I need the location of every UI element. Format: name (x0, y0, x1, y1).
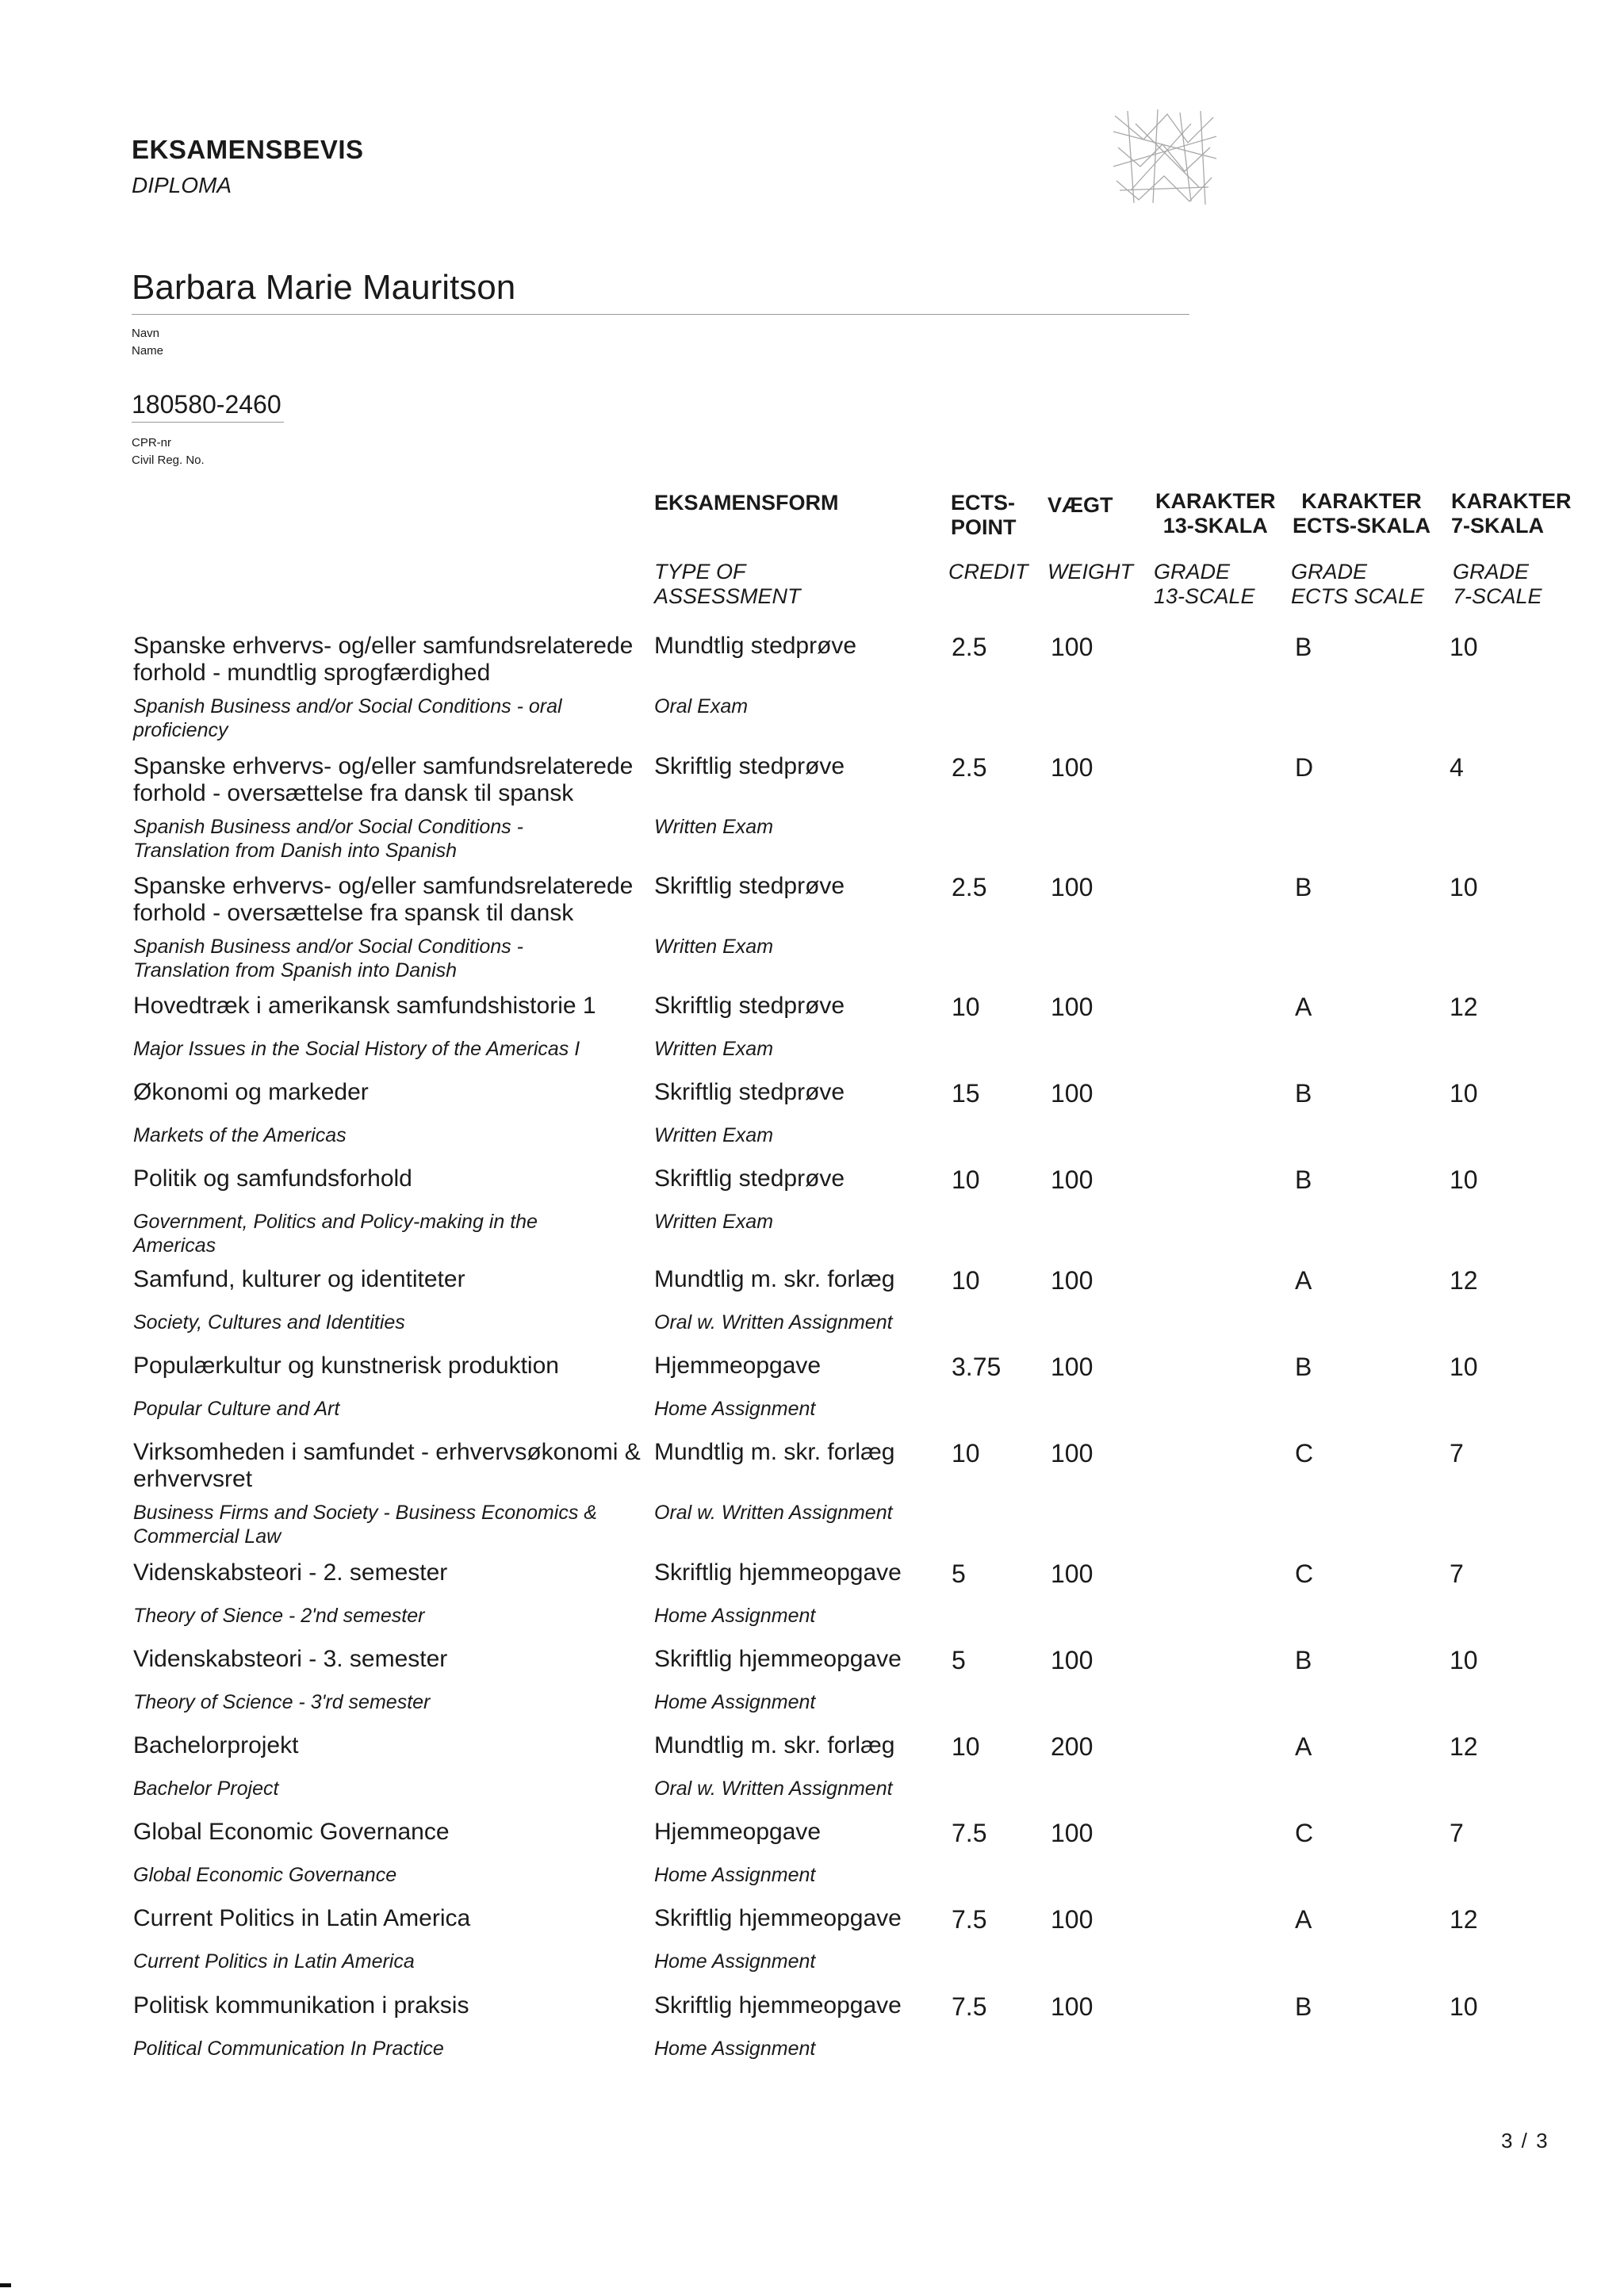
course-name-da: Politik og samfundsforhold (133, 1165, 412, 1192)
assessment-type-en: Written Exam (654, 816, 774, 838)
grade-ects-scale: A (1295, 1905, 1312, 1934)
header-grade-ects-da: KARAKTER ECTS-SKALA (1293, 489, 1431, 538)
assessment-type-da: Skriftlig stedprøve (654, 1165, 845, 1192)
weight: 100 (1051, 1353, 1094, 1381)
assessment-type-da: Hjemmeopgave (654, 1353, 822, 1379)
weight: 100 (1051, 993, 1094, 1021)
course-name-en: Government, Politics and Policy-making in the Americas (133, 1211, 538, 1257)
header-grade7-da: KARAKTER 7-SKALA (1451, 489, 1572, 538)
assessment-type-da: Skriftlig stedprøve (654, 1079, 845, 1105)
assessment-type-da: Skriftlig hjemmeopgave (654, 1559, 902, 1586)
weight: 100 (1051, 753, 1094, 782)
cpr-label-en: Civil Reg. No. (132, 453, 205, 467)
grade-ects-scale: C (1295, 1439, 1314, 1468)
grade-7-scale: 4 (1450, 753, 1464, 782)
grade-7-scale: 10 (1450, 1165, 1478, 1194)
ects-credit: 15 (952, 1079, 980, 1108)
weight: 100 (1051, 1646, 1094, 1674)
assessment-type-da: Skriftlig hjemmeopgave (654, 1646, 902, 1672)
grade-7-scale: 10 (1450, 1992, 1478, 2021)
assessment-type-en: Written Exam (654, 936, 774, 958)
grade-7-scale: 12 (1450, 1905, 1478, 1934)
document-subtitle: DIPLOMA (132, 173, 232, 197)
grade-7-scale: 12 (1450, 1732, 1478, 1761)
grade-ects-scale: B (1295, 1165, 1312, 1194)
course-name-en: Theory of Sience - 2'nd semester (133, 1605, 425, 1627)
weight: 100 (1051, 1439, 1094, 1468)
assessment-type-en: Written Exam (654, 1124, 774, 1146)
grade-7-scale: 10 (1450, 633, 1478, 661)
course-name-da: Current Politics in Latin America (133, 1905, 471, 1931)
assessment-type-en: Written Exam (654, 1038, 774, 1060)
course-name-da: Økonomi og markeder (133, 1079, 369, 1105)
course-name-en: Popular Culture and Art (133, 1398, 340, 1420)
cpr-number: 180580-2460 (132, 390, 282, 419)
assessment-type-en: Home Assignment (654, 2038, 816, 2060)
grade-ects-scale: B (1295, 873, 1312, 901)
header-form-en: TYPE OF ASSESSMENT (654, 560, 801, 608)
ects-credit: 10 (952, 1266, 980, 1295)
ects-credit: 2.5 (952, 633, 987, 661)
ects-credit: 10 (952, 1732, 980, 1761)
course-name-en: Spanish Business and/or Social Conditions - Translation from Danish into Spanish (133, 816, 523, 862)
assessment-type-en: Home Assignment (654, 1864, 816, 1886)
course-name-da: Videnskabsteori - 2. semester (133, 1559, 448, 1586)
weight: 100 (1051, 1559, 1094, 1588)
course-name-da: Spanske erhvervs- og/eller samfundsrelaterede forhold - oversættelse fra dansk til spansk (133, 753, 634, 806)
grade-7-scale: 10 (1450, 873, 1478, 901)
grade-7-scale: 12 (1450, 1266, 1478, 1295)
header-grade7-en: GRADE 7-SCALE (1453, 560, 1542, 608)
assessment-type-en: Home Assignment (654, 1691, 816, 1713)
course-name-en: Markets of the Americas (133, 1124, 347, 1146)
grade-ects-scale: A (1295, 1732, 1312, 1761)
grade-ects-scale: A (1295, 993, 1312, 1021)
header-ects-da: ECTS- POINT (951, 491, 1017, 539)
weight: 100 (1051, 1165, 1094, 1194)
assessment-type-en: Oral Exam (654, 695, 749, 718)
page-number: 3 / 3 (1501, 2129, 1549, 2152)
grade-7-scale: 10 (1450, 1079, 1478, 1108)
course-name-da: Bachelorprojekt (133, 1732, 299, 1758)
ects-credit: 3.75 (952, 1353, 1002, 1381)
weight: 200 (1051, 1732, 1094, 1761)
grade-7-scale: 7 (1450, 1439, 1464, 1468)
header-grade13-en: GRADE 13-SCALE (1154, 560, 1255, 608)
course-name-da: Hovedtræk i amerikansk samfundshistorie 1 (133, 993, 596, 1019)
assessment-type-da: Skriftlig stedprøve (654, 873, 845, 899)
course-name-da: Politisk kommunikation i praksis (133, 1992, 469, 2019)
course-name-da: Spanske erhvervs- og/eller samfundsrelaterede forhold - oversættelse fra spansk til dansk (133, 873, 634, 926)
weight: 100 (1051, 1819, 1094, 1847)
weight: 100 (1051, 1266, 1094, 1295)
name-underline (132, 314, 1189, 315)
course-name-en: Major Issues in the Social History of the Americas I (133, 1038, 580, 1060)
grade-7-scale: 7 (1450, 1819, 1464, 1847)
grade-ects-scale: A (1295, 1266, 1312, 1295)
course-name-en: Theory of Science - 3'rd semester (133, 1691, 431, 1713)
course-name-en: Bachelor Project (133, 1777, 279, 1800)
assessment-type-en: Home Assignment (654, 1950, 816, 1973)
cpr-label-da: CPR-nr (132, 436, 172, 450)
ects-credit: 10 (952, 1165, 980, 1194)
header-grade13-da: KARAKTER 13-SKALA (1155, 489, 1276, 538)
assessment-type-da: Skriftlig stedprøve (654, 993, 845, 1019)
ects-credit: 2.5 (952, 873, 987, 901)
weight: 100 (1051, 633, 1094, 661)
assessment-type-da: Hjemmeopgave (654, 1819, 822, 1845)
course-name-da: Spanske erhvervs- og/eller samfundsrelaterede forhold - mundtlig sprogfærdighed (133, 633, 634, 686)
grade-ects-scale: B (1295, 1079, 1312, 1108)
course-name-da: Virksomheden i samfundet - erhvervsøkonomi & erhvervsret (133, 1439, 641, 1492)
course-name-en: Current Politics in Latin America (133, 1950, 415, 1973)
weight: 100 (1051, 873, 1094, 901)
student-name: Barbara Marie Mauritson (132, 268, 516, 307)
assessment-type-da: Mundtlig m. skr. forlæg (654, 1732, 895, 1758)
course-name-en: Society, Cultures and Identities (133, 1311, 405, 1334)
header-ects-en: CREDIT (948, 560, 1028, 584)
assessment-type-en: Oral w. Written Assignment (654, 1502, 893, 1524)
grade-ects-scale: D (1295, 753, 1314, 782)
course-name-en: Spanish Business and/or Social Conditions - oral proficiency (133, 695, 562, 741)
grade-ects-scale: C (1295, 1559, 1314, 1588)
course-name-en: Business Firms and Society - Business Economics & Commercial Law (133, 1502, 597, 1548)
course-name-da: Samfund, kulturer og identiteter (133, 1266, 465, 1292)
document-title: EKSAMENSBEVIS (132, 135, 364, 164)
course-name-da: Videnskabsteori - 3. semester (133, 1646, 448, 1672)
assessment-type-en: Oral w. Written Assignment (654, 1777, 893, 1800)
ects-credit: 7.5 (952, 1992, 987, 2021)
grade-7-scale: 10 (1450, 1353, 1478, 1381)
cpr-underline (132, 422, 284, 423)
header-weight-da: VÆGT (1048, 493, 1113, 517)
header-weight-en: WEIGHT (1048, 560, 1133, 584)
weight: 100 (1051, 1079, 1094, 1108)
assessment-type-en: Oral w. Written Assignment (654, 1311, 893, 1334)
assessment-type-en: Home Assignment (654, 1398, 816, 1420)
ects-credit: 7.5 (952, 1905, 987, 1934)
assessment-type-da: Skriftlig hjemmeopgave (654, 1905, 902, 1931)
grade-ects-scale: B (1295, 1992, 1312, 2021)
name-label-da: Navn (132, 327, 160, 340)
grade-ects-scale: B (1295, 633, 1312, 661)
institution-seal (1112, 108, 1218, 206)
assessment-type-en: Home Assignment (654, 1605, 816, 1627)
course-name-da: Populærkultur og kunstnerisk produktion (133, 1353, 559, 1379)
header-form-da: EKSAMENSFORM (654, 491, 839, 515)
assessment-type-en: Written Exam (654, 1211, 774, 1233)
assessment-type-da: Mundtlig stedprøve (654, 633, 857, 659)
ects-credit: 5 (952, 1646, 966, 1674)
grade-ects-scale: C (1295, 1819, 1314, 1847)
course-name-en: Global Economic Governance (133, 1864, 397, 1886)
assessment-type-da: Mundtlig m. skr. forlæg (654, 1439, 895, 1465)
assessment-type-da: Skriftlig stedprøve (654, 753, 845, 779)
grade-ects-scale: B (1295, 1646, 1312, 1674)
grade-ects-scale: B (1295, 1353, 1312, 1381)
weight: 100 (1051, 1905, 1094, 1934)
ects-credit: 10 (952, 993, 980, 1021)
assessment-type-da: Skriftlig hjemmeopgave (654, 1992, 902, 2019)
grade-7-scale: 12 (1450, 993, 1478, 1021)
ects-credit: 5 (952, 1559, 966, 1588)
course-name-en: Spanish Business and/or Social Conditions - Translation from Spanish into Danish (133, 936, 523, 982)
course-name-da: Global Economic Governance (133, 1819, 450, 1845)
scan-mark (0, 2283, 11, 2287)
ects-credit: 2.5 (952, 753, 987, 782)
name-label-en: Name (132, 344, 164, 358)
grade-7-scale: 7 (1450, 1559, 1464, 1588)
assessment-type-da: Mundtlig m. skr. forlæg (654, 1266, 895, 1292)
ects-credit: 10 (952, 1439, 980, 1468)
course-name-en: Political Communication In Practice (133, 2038, 444, 2060)
header-grade-ects-en: GRADE ECTS SCALE (1291, 560, 1425, 608)
grade-7-scale: 10 (1450, 1646, 1478, 1674)
ects-credit: 7.5 (952, 1819, 987, 1847)
weight: 100 (1051, 1992, 1094, 2021)
